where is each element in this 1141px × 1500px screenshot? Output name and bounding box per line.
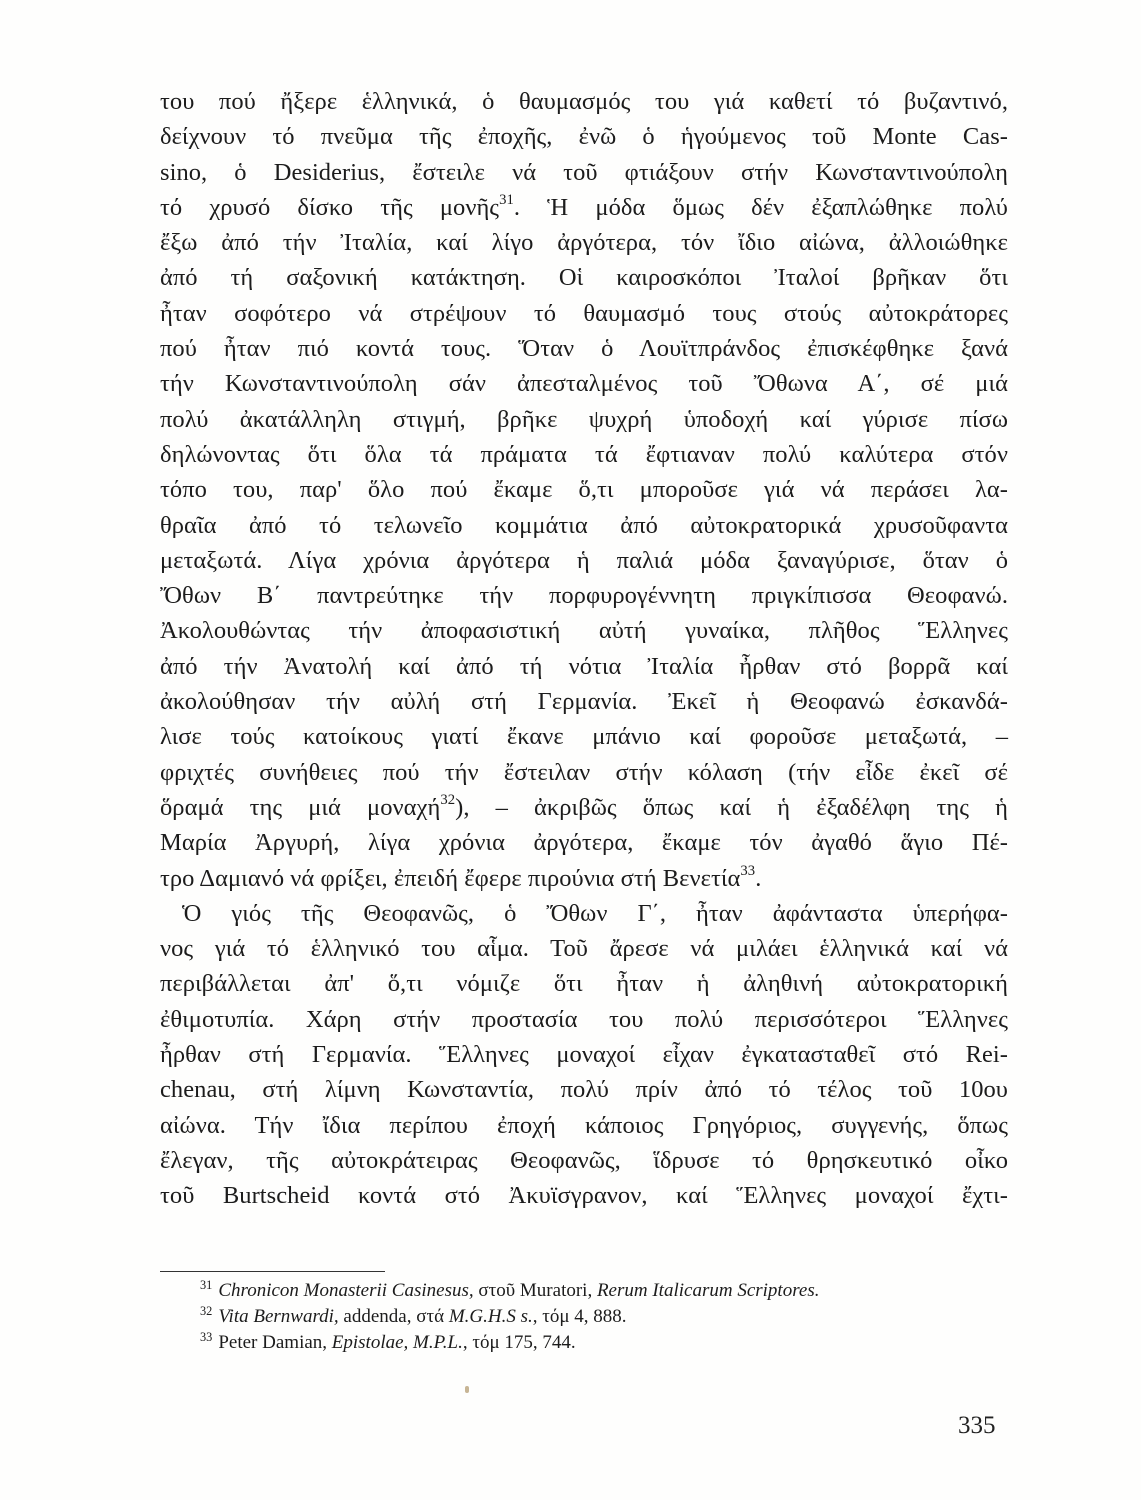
text-line: φριχτές συνήθειες πού τήν ἔστειλαν στήν κόλαση (τήν εἶδε ἐκεῖ σέ	[160, 758, 1008, 786]
text-line: τοῦ Burtscheid κοντά στό Ἀκυϊσγρανον, καί Ἕλληνες μοναχοί ἔχτι-	[160, 1182, 1008, 1210]
text-line: ἐθιμοτυπία. Χάρη στήν προστασία του πολύ περισσότεροι Ἕλληνες	[160, 1005, 1008, 1033]
text-line: περιβάλλεται ἀπ' ὅ,τι νόμιζε ὅτι ἦταν ἡ ἀληθινή αὐτοκρατορική	[160, 970, 1008, 998]
footnote-ref-31: 31	[499, 191, 514, 208]
text-line: ἦρθαν στή Γερμανία. Ἕλληνες μοναχοί εἶχαν ἐγκατασταθεῖ στό Rei-	[160, 1041, 1008, 1069]
body-text	[160, 84, 1008, 1214]
page-number: 335	[958, 1412, 996, 1439]
text-line: πολύ ἀκατάλληλη στιγμή, βρῆκε ψυχρή ὑποδοχή καί γύρισε πίσω	[160, 405, 1008, 433]
text-line: ἀπό τή σαξονική κατάκτηση. Οἱ καιροσκόποι Ἰταλοί βρῆκαν ὅτι	[160, 264, 1008, 292]
text-line: ἔξω ἀπό τήν Ἰταλία, καί λίγο ἀργότερα, τόν ἴδιο αἰώνα, ἀλλοιώθηκε	[160, 229, 1008, 257]
text-line: μεταξωτά. Λίγα χρόνια ἀργότερα ἡ παλιά μόδα ξαναγύρισε, ὅταν ὁ	[160, 546, 1008, 574]
text-line: θραῖα ἀπό τό τελωνεῖο κομμάτια ἀπό αὐτοκρατορικά χρυσοῦφαντα	[160, 511, 1008, 539]
text-line: δηλώνοντας ὅτι ὅλα τά πράματα τά ἔφτιαναν πολύ καλύτερα στόν	[160, 440, 1008, 468]
text-line: τόπο του, παρ' ὅλο πού ἔκαμε ὅ,τι μποροῦσε γιά νά περάσει λα-	[160, 476, 1008, 504]
footnote-32: $^{32}$ Vita Bernwardi, addenda, στά M.G.H.S s., τόμ 4, 888.	[200, 1303, 627, 1327]
footnote-divider	[160, 1271, 385, 1272]
footnote-ref-32: 32	[440, 791, 456, 808]
print-speck	[465, 1386, 469, 1393]
text-line: τρο Δαμιανό νά φρίξει, ἐπειδή ἔφερε πιρούνια στή Βενετία$^{33}$.	[160, 862, 762, 892]
text-line: Ὄθων Β΄ παντρεύτηκε τήν πορφυρογέννητη πριγκίπισσα Θεοφανώ.	[160, 582, 1008, 610]
text-line: αἰώνα. Τήν ἴδια περίπου ἐποχή κάποιος Γρηγόριος, συγγενής, ὅπως	[160, 1111, 1008, 1139]
text-line: πού ἦταν πιό κοντά τους. Ὅταν ὁ Λουϊτπράνδος ἐπισκέφθηκε ξανά	[160, 335, 1008, 363]
text-line: Ὁ γιός τῆς Θεοφανῶς, ὁ Ὄθων Γ΄, ἦταν ἀφάνταστα ὑπερήφα-	[182, 899, 1008, 927]
text-line: ἦταν σοφότερο νά στρέψουν τό θαυμασμό τους στούς αὐτοκράτορες	[160, 299, 1008, 327]
footnote-31: $^{31}$ Chronicon Monasterii Casinesus, στοῦ Muratori, Rerum Italicarum Scriptores.	[200, 1277, 820, 1301]
text-line: ὅραμά της μιά μοναχή$^{32}$), – ἀκριβῶς ὅπως καί ἡ ἐξαδέλφη της ἡ	[160, 791, 1008, 821]
text-line: τήν Κωνσταντινούπολη σάν ἀπεσταλμένος τοῦ Ὄθωνα Α΄, σέ μιά	[160, 370, 1008, 398]
text-line: δείχνουν τό πνεῦμα τῆς ἐποχῆς, ἐνῶ ὁ ἡγούμενος τοῦ Monte Cas-	[160, 123, 1008, 151]
text-line: τό χρυσό δίσκο τῆς μονῆς$^{31}$. Ἡ μόδα ὅμως δέν ἐξαπλώθηκε πολύ	[160, 191, 1008, 221]
footnotes	[200, 1278, 1008, 1356]
text-line: Ἀκολουθώντας τήν ἀποφασιστική αὐτή γυναίκα, πλῆθος Ἕλληνες	[160, 617, 1008, 645]
text-line: ἀκολούθησαν τήν αὐλή στή Γερμανία. Ἐκεῖ ἡ Θεοφανώ ἐσκανδά-	[160, 688, 1008, 716]
text-line: λισε τούς κατοίκους γιατί ἔκανε μπάνιο καί φοροῦσε μεταξωτά, –	[160, 723, 1008, 751]
text-line: sino, ὁ Desiderius, ἔστειλε νά τοῦ φτιάξουν στήν Κωνσταντινούπολη	[160, 158, 1008, 186]
text-line: Μαρία Ἀργυρή, λίγα χρόνια ἀργότερα, ἔκαμε τόν ἀγαθό ἅγιο Πέ-	[160, 829, 1008, 857]
text-line: chenau, στή λίμνη Κωνσταντία, πολύ πρίν ἀπό τό τέλος τοῦ 10ου	[160, 1076, 1008, 1104]
footnote-33: $^{33}$ Peter Damian, Epistolae, M.P.L., τόμ 175, 744.	[200, 1329, 576, 1353]
text-line: ἔλεγαν, τῆς αὐτοκράτειρας Θεοφανῶς, ἵδρυσε τό θρησκευτικό οἶκο	[160, 1146, 1008, 1174]
footnote-ref-33: 33	[740, 862, 756, 879]
text-line: ἀπό τήν Ἀνατολή καί ἀπό τή νότια Ἰταλία ἦρθαν στό βορρᾶ καί	[160, 652, 1008, 680]
text-line: του πού ἤξερε ἑλληνικά, ὁ θαυμασμός του γιά καθετί τό βυζαντινό,	[160, 88, 1008, 115]
text-line: νος γιά τό ἑλληνικό του αἷμα. Τοῦ ἄρεσε νά μιλάει ἑλληνικά καί νά	[160, 935, 1008, 963]
